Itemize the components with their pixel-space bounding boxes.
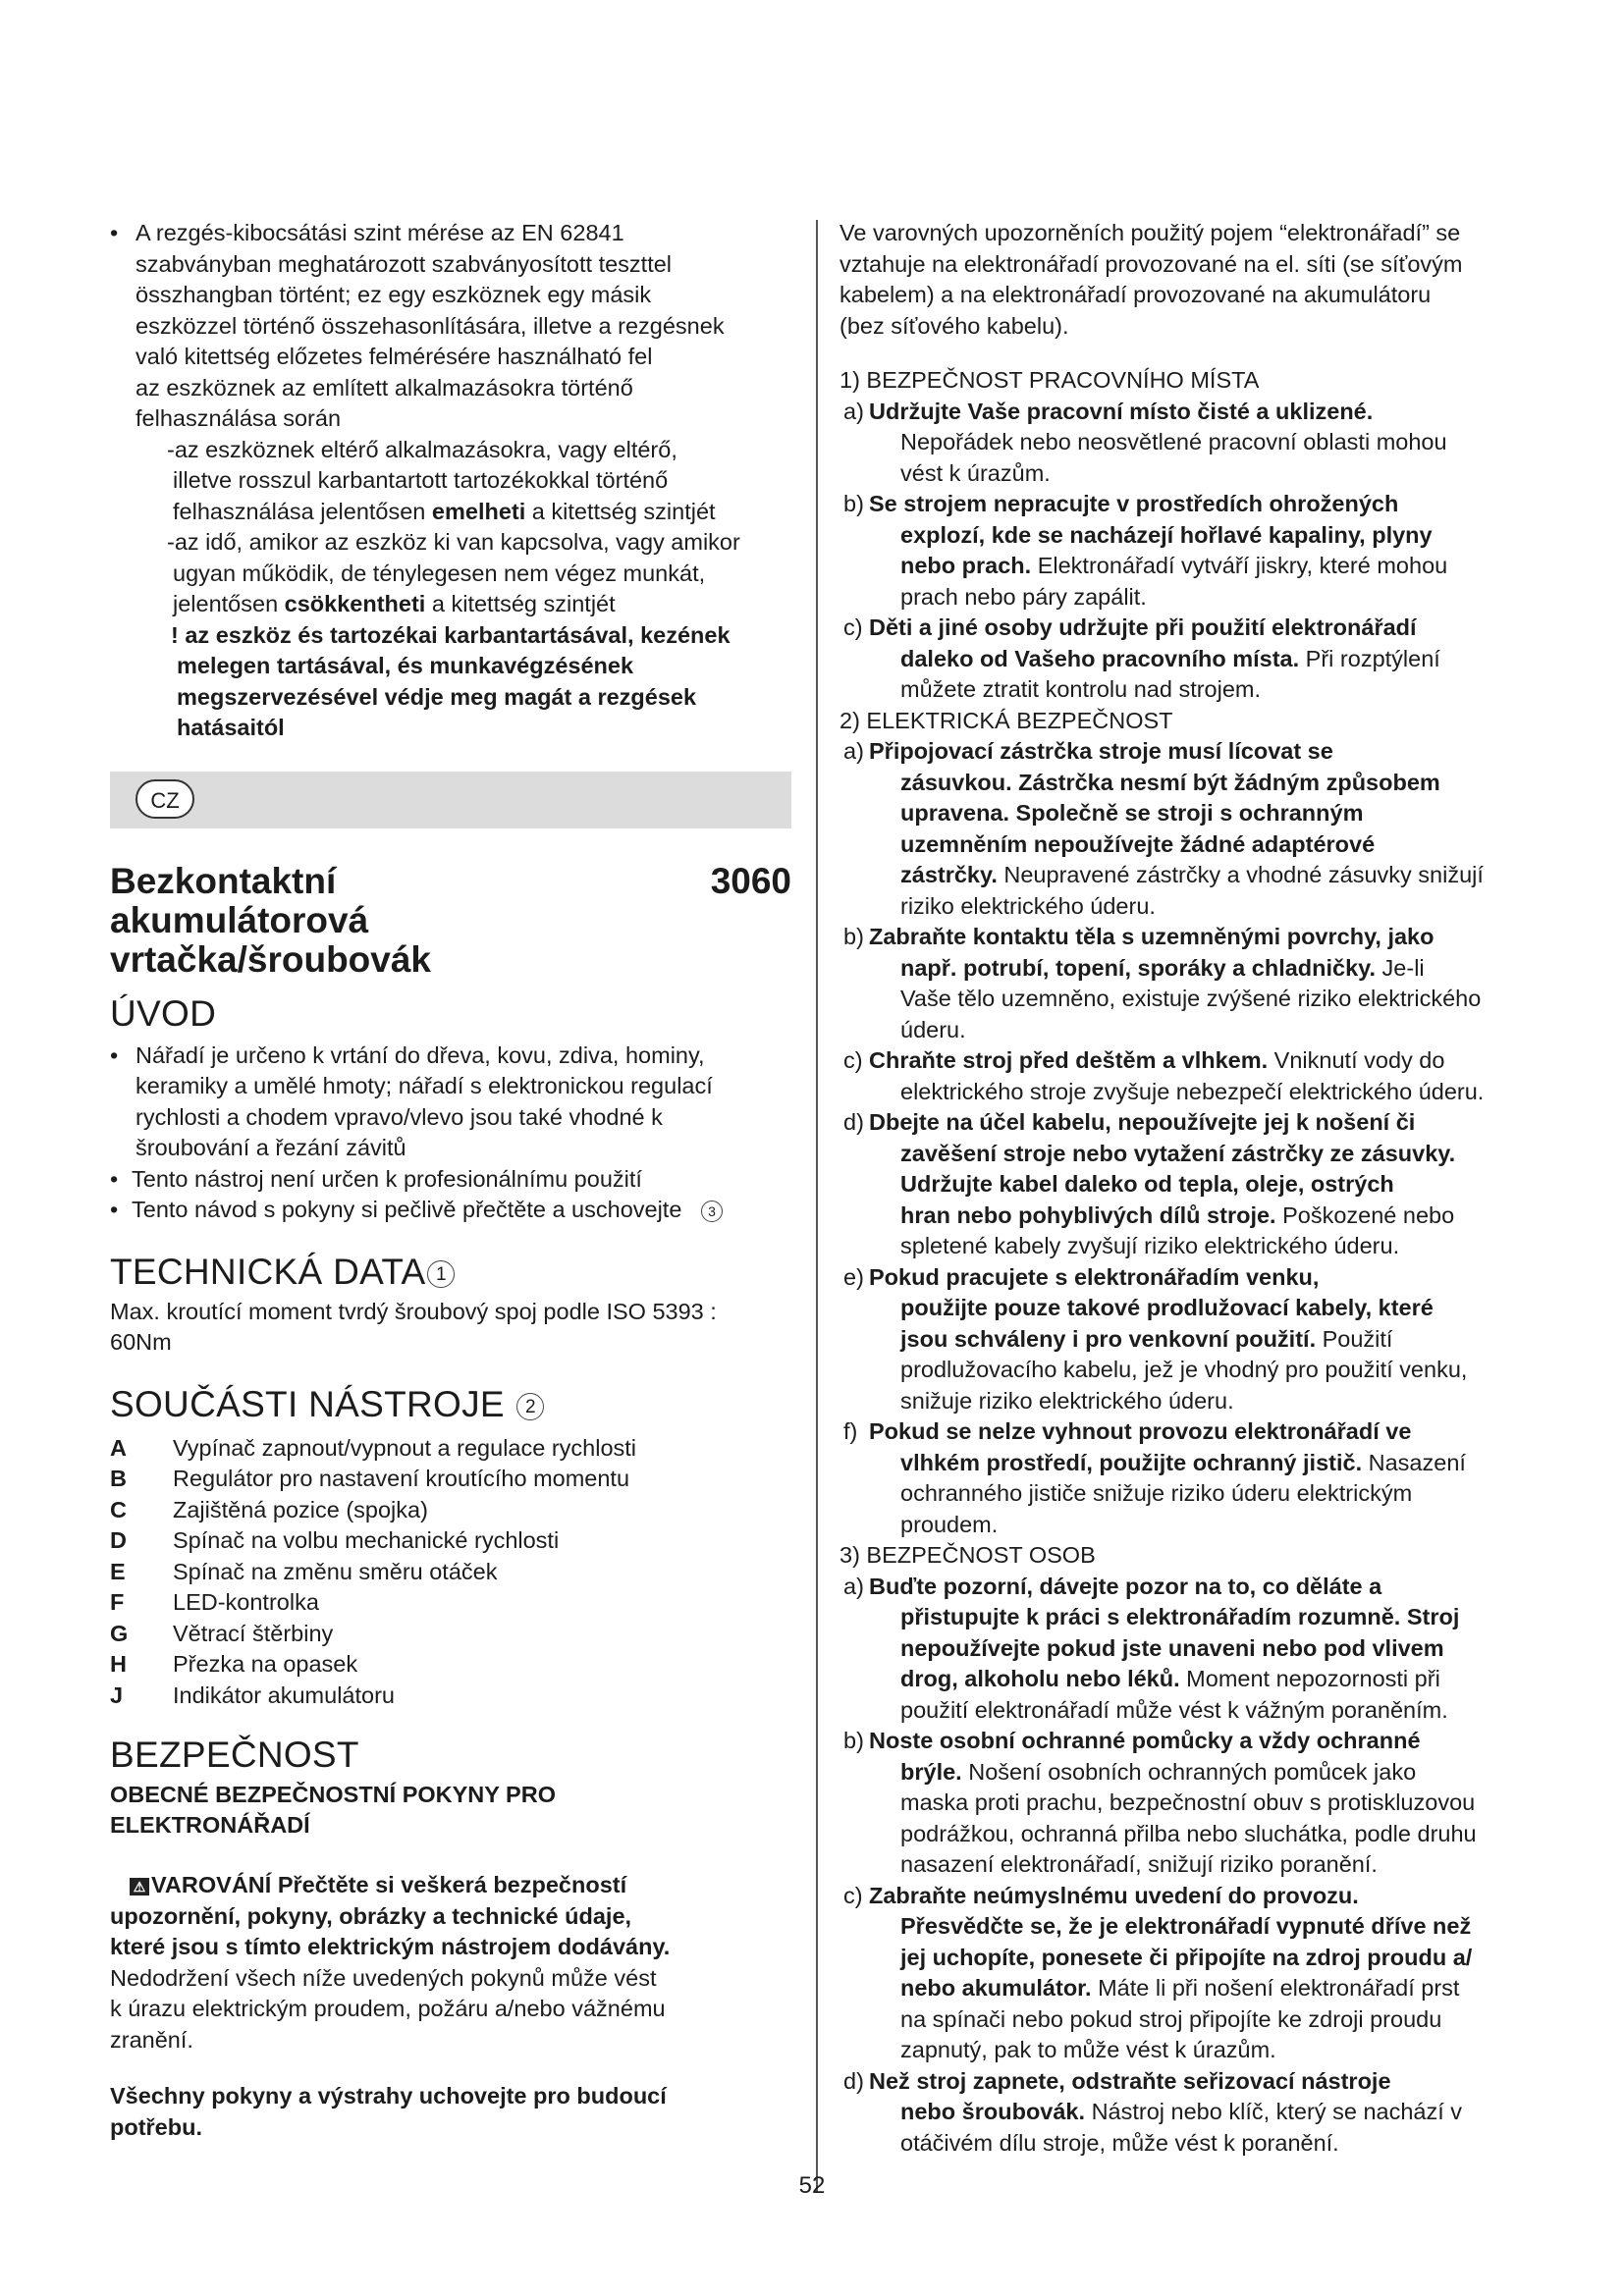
part-item: J Indikátor akumulátoru (110, 1682, 395, 1708)
rule-1a: a) Udržujte Vaše pracovní místo čisté a uklizené. Nepořádek nebo neosvětlené pracovní oblasti mohou vést k úrazům. (839, 397, 1537, 490)
rule-2d: d) Dbejte na účel kabelu, nepoužívejte jej k nošení či zavěšení stroje nebo vytažení zástrčky ze zásuvky. Udržujte kabel daleko od tepla, oleje, ostrých hran nebo pohyblivých dílů stroje. Poškozené nebo spletené kabely zvyšují riziko elektrického úderu. (839, 1107, 1537, 1262)
title-line: akumulátorová (110, 899, 369, 940)
text-line: proudem. (900, 1511, 999, 1537)
uvod-bullet-2 (110, 1164, 797, 1196)
text-line: k úrazu elektrickým proudem, požáru a/nebo vážnému (110, 1996, 666, 2021)
part-item: D Spínač na volbu mechanické rychlosti (110, 1527, 560, 1553)
text-line: snižuje riziko elektrického úderu. (900, 1387, 1234, 1414)
text-line: kabelem) a na elektronářadí provozované na akumulátoru (839, 282, 1432, 307)
text-line: zásuvkou. Zástrčka nesmí být žádným způsobem (900, 769, 1440, 795)
left-column (110, 218, 797, 2143)
rule-2c: c) Chraňte stroj před deštěm a vlhkem. Vniknutí vody do elektrického stroje zvyšuje nebezpečí elektrického úderu. (839, 1045, 1537, 1107)
text-line: prach nebo páry zapálit. (900, 583, 1147, 610)
text-line: explozí, kde se nacházejí hořlavé kapaliny, plyny (900, 521, 1433, 548)
rule-3a: a) Buďte pozorní, dávejte pozor na to, co děláte a přistupujte k práci s elektronářadím rozumně. Stroj nepoužívejte pokud jste unaveni nebo pod vlivem drog, alkoholu nebo léků. Moment nepozornosti při použití elektronářadí může vést k vážným poraněním. (839, 1572, 1537, 1727)
intro-paragraph (839, 218, 1537, 342)
text-line: keramiky a umělé hmoty; nářadí s elektronickou regulací (135, 1073, 713, 1098)
text-line: maska proti prachu, bezpečnostní obuv s protiskluzovou (900, 1789, 1476, 1815)
text-line: drog, alkoholu nebo léků. Moment nepozornosti při (900, 1666, 1440, 1691)
text-line: vztahuje na elektronářadí provozované na el. síti (se síťovým (839, 250, 1463, 277)
rule-2f: f) Pokud se nelze vyhnout provozu elektronářadí ve vlhkém prostředí, použijte ochranný jistič. Nasazení ochranného jističe snižuje riziko úderu elektrickým proudem. (839, 1416, 1537, 1540)
text-line: riziko elektrického úderu. (900, 892, 1156, 919)
text-line: uzemněním nepoužívejte žádné adaptérové (900, 830, 1376, 857)
text-line: Nedodržení všech níže uvedených pokynů může vést (110, 1964, 657, 1991)
part-item: B Regulátor pro nastavení kroutícího momentu (110, 1466, 630, 1491)
text-line: brýle. Nošení osobních ochranných pomůcek jako (900, 1758, 1417, 1785)
text-line: Pokud se nelze vyhnout provozu elektronářadí ve (869, 1418, 1412, 1444)
text-line: na spínači nebo pokud stroj připojíte ke zdroji proudu (900, 2005, 1442, 2032)
column-divider (816, 220, 818, 2193)
text-line: elektrického stroje zvyšuje nebezpečí elektrického úderu. (900, 1078, 1485, 1104)
text-line: jej uchopíte, ponesete či připojíte na zdroj proudu a/ (900, 1944, 1473, 1970)
part-item: A Vypínač zapnout/vypnout a regulace rychlosti (110, 1434, 637, 1461)
text-line: zástrčky. Neupravené zástrčky a vhodné zásuvky snižují (900, 862, 1484, 887)
text-line: • Tento návod s pokyny si pečlivě přečtěte a uschovejte 3 (132, 1195, 797, 1226)
text-line: Připojovací zástrčka stroje musí lícovat se (869, 738, 1333, 764)
text-line: nebo prach. Elektronářadí vytváří jiskry, které mohou (900, 553, 1448, 578)
title-line: Bezkontaktní (110, 860, 337, 901)
text-line: otáčivém dílu stroje, může vést k poranění. (900, 2129, 1339, 2156)
text-line: eszközzel történő összehasonlítására, illetve a rezgésnek (135, 312, 725, 339)
text-line: ⚠ VAROVÁNÍ Přečtěte si veškerá bezpečností (110, 1870, 797, 1901)
text-line: vlhkém prostředí, použijte ochranný jistič. Nasazení (900, 1449, 1466, 1475)
text-line: Udržujte kabel daleko od tepla, oleje, ostrých (900, 1171, 1394, 1197)
text-line: Max. kroutící moment tvrdý šroubový spoj podle ISO 5393 : (110, 1298, 717, 1324)
title-line: vrtačka/šroubovák (110, 938, 432, 980)
text-line: való kitettség előzetes felmérésére használható fel (135, 344, 653, 369)
text-line: Zabraňte kontaktu těla s uzemněnými povrchy, jako (869, 924, 1435, 949)
warning-icon: ⚠ (130, 1878, 149, 1896)
text-line: • A rezgés-kibocsátási szint mérése az EN 62841 (135, 220, 624, 245)
text-line: zapnutý, pak to může vést k úrazům. (900, 2037, 1276, 2062)
text-line: Udržujte Vaše pracovní místo čisté a uklizené. (869, 398, 1374, 424)
text-line: nepoužívejte pokud jste unaveni nebo pod vlivem (900, 1634, 1444, 1661)
text-line: OBECNÉ BEZPEČNOSTNÍ POKYNY PRO (110, 1782, 556, 1807)
text-line: Vaše tělo uzemněno, existuje zvýšené riziko elektrického (900, 986, 1482, 1011)
text-line: Než stroj zapnete, odstraňte seřizovací nástroje (869, 2067, 1391, 2094)
text-line: např. potrubí, topení, sporáky a chladničky. Je-li (900, 954, 1425, 981)
page-number: 52 (798, 2172, 826, 2199)
text-line: Pokud pracujete s elektronářadím venku, (869, 1263, 1320, 1290)
rule-1c: c) Děti a jiné osoby udržujte při použití elektronářadí daleko od Vašeho pracovního místa. Při rozptýlení můžete ztratit kontrolu nad strojem. (839, 613, 1537, 706)
figure-ref-1: 1 (427, 1260, 455, 1288)
part-item: C Zajištěná pozice (spojka) (110, 1496, 428, 1522)
section-2-heading: 2) ELEKTRICKÁ BEZPEČNOST (839, 707, 1173, 733)
text-line: Přesvědčte se, že je elektronářadí vypnuté dříve než (900, 1913, 1472, 1939)
product-title (110, 862, 791, 980)
rule-3b: b) Noste osobní ochranné pomůcky a vždy ochranné brýle. Nošení osobních ochranných pomůcek jako maska proti prachu, bezpečnostní obuv s protiskluzovou podrážkou, ochranná přilba nebo sluchátka, podle druhu nasazení elektronářadí, snižují riziko poranění. (839, 1726, 1537, 1881)
text-line: ochranného jističe snižuje riziko úderu elektrickým (900, 1480, 1413, 1506)
text-line: úderu. (900, 1016, 966, 1042)
text-line: megszervezésével védje meg magát a rezgések (177, 683, 697, 710)
text-line: podrážkou, ochranná přilba nebo sluchátka, podle druhu (900, 1820, 1477, 1846)
text-line: jelentősen csökkentheti a kitettség szintjét (173, 591, 616, 616)
text-line: Noste osobní ochranné pomůcky a vždy ochranné (869, 1728, 1421, 1753)
text-line: přistupujte k práci s elektronářadím rozumně. Stroj (900, 1604, 1460, 1629)
text-line: (bez síťového kabelu). (839, 312, 1069, 339)
vibration-bullet (110, 218, 797, 435)
text-line: ! az eszköz és tartozékai karbantartásával, kezének (171, 621, 731, 648)
uvod-bullet-3 (110, 1195, 797, 1226)
text-line: jsou schváleny i pro venkovní použití. Použití (900, 1325, 1393, 1352)
figure-ref-2: 2 (516, 1393, 544, 1420)
text-line: Zabraňte neúmyslnému uvedení do provozu. (869, 1882, 1359, 1908)
text-line: az eszköznek az említett alkalmazásokra történő (135, 374, 633, 400)
text-line: Dbejte na účel kabelu, nepoužívejte jej k nošení či (869, 1109, 1416, 1135)
text-line: hatásaitól (177, 715, 285, 740)
text-line: Všechny pokyny a výstrahy uchovejte pro budoucí (110, 2083, 667, 2109)
rule-3d: d) Než stroj zapnete, odstraňte seřizovací nástroje nebo šroubovák. Nástroj nebo klíč, který se nachází v otáčivém dílu stroje, může vést k poranění. (839, 2066, 1537, 2160)
section-3-heading: 3) BEZPEČNOST OSOB (839, 1542, 1096, 1568)
vibration-warning (110, 620, 797, 744)
text-line: -az idő, amikor az eszköz ki van kapcsolva, vagy amikor (167, 529, 740, 555)
text-line: Se strojem nepracujte v prostředích ohrožených (869, 491, 1399, 516)
text-line: nasazení elektronářadí, snižují riziko poranění. (900, 1851, 1378, 1877)
figure-ref-3: 3 (701, 1201, 723, 1222)
tech-data (110, 1297, 797, 1359)
text-line: hran nebo pohyblivých dílů stroje. Poškozené nebo (900, 1201, 1455, 1228)
safety-subheading (110, 1780, 797, 1841)
text-line: illetve rosszul karbantartott tartozékokkal történő (173, 467, 669, 493)
model-number: 3060 (710, 860, 791, 901)
text-line: Buďte pozorní, dávejte pozor na to, co děláte a (869, 1573, 1382, 1599)
parts-list (110, 1433, 797, 1712)
text-line: 60Nm (110, 1329, 172, 1355)
text-line: ugyan működik, de ténylegesen nem végez munkát, (173, 560, 706, 586)
text-line: spletené kabely zvyšují riziko elektrického úderu. (900, 1233, 1400, 1258)
text-line: použijte pouze takové prodlužovací kabely, které (900, 1295, 1434, 1320)
text-line: které jsou s tímto elektrickým nástrojem dodávány. (110, 1934, 671, 1959)
uvod-heading: ÚVOD (110, 992, 217, 1034)
text-line: Děti a jiné osoby udržujte při použití elektronářadí (869, 614, 1417, 640)
text-line: Chraňte stroj před deštěm a vlhkem. Vniknutí vody do (869, 1047, 1445, 1073)
rule-2b: b) Zabraňte kontaktu těla s uzemněnými povrchy, jako např. potrubí, topení, sporáky a chladničky. Je-li Vaše tělo uzemněno, existuje zvýšené riziko elektrického úderu. (839, 922, 1537, 1045)
rule-2a: a) Připojovací zástrčka stroje musí lícovat se zásuvkou. Zástrčka nesmí být žádným způsobem upravena. Společně se stroji s ochranným uzemněním nepoužívejte žádné adaptérové zástrčky. Neupravené zástrčky a vhodné zásuvky snižují riziko elektrického úderu. (839, 736, 1537, 922)
warning-paragraph (110, 1870, 797, 2056)
rule-1b: b) Se strojem nepracujte v prostředích ohrožených explozí, kde se nacházejí hořlavé kapaliny, plyny nebo prach. Elektronářadí vytváří jiskry, které mohou prach nebo páry zapálit. (839, 489, 1537, 613)
text-line: vést k úrazům. (900, 459, 1051, 486)
text-line: • Nářadí je určeno k vrtání do dřeva, kovu, zdiva, hominy, (135, 1041, 705, 1068)
text-line: můžete ztratit kontrolu nad strojem. (900, 676, 1262, 702)
text-line: szabványban meghatározott szabványosított teszttel (135, 250, 673, 277)
text-line: upravena. Společně se stroji s ochranným (900, 800, 1364, 826)
text-line: zavěšení stroje nebo vytažení zástrčky ze zásuvky. (900, 1140, 1456, 1166)
text-line: nebo akumulátor. Máte li při nošení elektronářadí prst (900, 1975, 1460, 2001)
text-line: prodlužovacího kabelu, jež je vhodný pro použití venku, (900, 1357, 1468, 1382)
text-line: ELEKTRONÁŘADÍ (110, 1812, 310, 1838)
part-item: F LED-kontrolka (110, 1589, 319, 1615)
language-band (110, 772, 791, 828)
part-item: E Spínač na změnu směru otáček (110, 1558, 498, 1584)
parts-heading: SOUČÁSTI NÁSTROJE 2 (110, 1384, 797, 1425)
text-line: upozornění, pokyny, obrázky a technické údaje, (110, 1902, 632, 1929)
text-line: • Tento nástroj není určen k profesionálnímu použití (132, 1165, 642, 1192)
text-line: potřebu. (110, 2113, 202, 2140)
text-line: Ve varovných upozorněních použitý pojem “elektronářadí” se (839, 220, 1461, 245)
keep-instructions (110, 2081, 797, 2143)
part-item: H Přezka na opasek (110, 1651, 358, 1677)
section-1-heading: 1) BEZPEČNOST PRACOVNÍHO MÍSTA (839, 367, 1260, 393)
text-line: összhangban történt; ez egy eszköznek egy másik (135, 282, 652, 307)
text-line: melegen tartásával, és munkavégzésének (177, 653, 634, 678)
vibration-sub-1 (110, 435, 797, 528)
vibration-sub-2 (110, 527, 797, 620)
text-line: šroubování a řezání závitů (135, 1135, 406, 1160)
text-line: Nepořádek nebo neosvětlené pracovní oblasti mohou (900, 429, 1447, 454)
text-line: zranění. (110, 2026, 193, 2053)
rule-2e: e) Pokud pracujete s elektronářadím venku, použijte pouze takové prodlužovací kabely, které jsou schváleny i pro venkovní použití. Použití prodlužovacího kabelu, jež je vhodný pro použití venku, snižuje riziko elektrického úderu. (839, 1262, 1537, 1417)
uvod-bullet-1 (110, 1041, 797, 1164)
text-line: -az eszköznek eltérő alkalmazásokra, vagy eltérő, (167, 436, 677, 462)
text-line: nebo šroubovák. Nástroj nebo klíč, který se nachází v (900, 2099, 1463, 2124)
text-line: daleko od Vašeho pracovního místa. Při rozptýlení (900, 645, 1440, 671)
text-line: felhasználása jelentősen emelheti a kitettség szintjét (173, 498, 716, 524)
text-line: použití elektronářadí může vést k vážným poraněním. (900, 1696, 1448, 1723)
right-column (839, 218, 1537, 2159)
language-badge: CZ (135, 779, 194, 819)
text-line: felhasználása során (135, 405, 342, 431)
tech-data-heading: TECHNICKÁ DATA 1 (110, 1252, 797, 1293)
text-line: rychlosti a chodem vpravo/vlevo jsou také vhodné k (135, 1103, 663, 1130)
rule-3c: c) Zabraňte neúmyslnému uvedení do provozu. Přesvědčte se, že je elektronářadí vypnuté dříve než jej uchopíte, ponesete či připojíte na zdroj proudu a/ nebo akumulátor. Máte li při nošení elektronářadí prst na spínači nebo pokud stroj připojíte ke zdroji proudu zapnutý, pak to může vést k úrazům. (839, 1881, 1537, 2066)
part-item: G Větrací štěrbiny (110, 1620, 334, 1646)
safety-heading: BEZPEČNOST (110, 1735, 359, 1775)
